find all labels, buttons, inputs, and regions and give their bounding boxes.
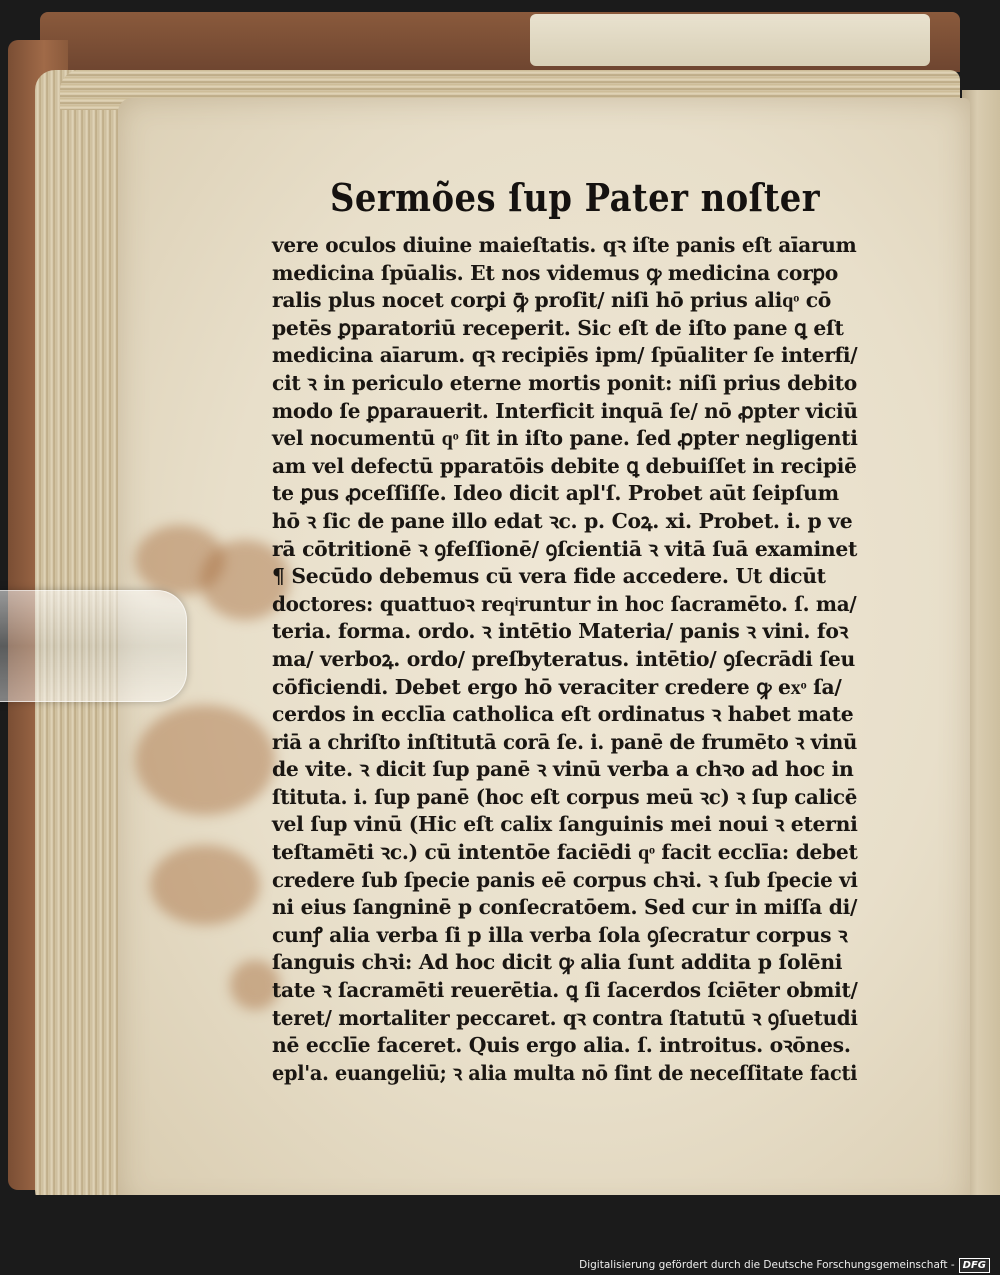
text-line: doctores: quattuoꝛ reqͥruntur in hoc ſacramēto. ſ. ma/ [272, 591, 857, 616]
running-head: Sermões ſup Pater noſter [330, 175, 821, 220]
text-line: nē ecclīe faceret. Quis ergo alia. ſ. introitus. oꝛōnes. [272, 1033, 851, 1058]
text-line: epl'a. euangeliū; ꝛ alia multa nō ſint de neceſſitate facti [272, 1060, 858, 1085]
text-line: hō ꝛ ſic de pane illo edat ꝛc. p. Coꝝ. xi. Probet. i. p ve [272, 508, 853, 533]
water-stain [150, 845, 260, 925]
text-line: cit ꝛ in periculo eterne mortis ponit: niſi prius debito [272, 370, 857, 395]
text-line: te ꝑus ꝓceſſiſſe. Ideo dicit apl'ſ. Probet aūt ſeipſum [272, 481, 839, 506]
text-line: rā cōtritionē ꝛ ꝯfeſſionē/ ꝯſcientiā ꝛ vitā ſuā examinet [272, 536, 858, 561]
water-stain [135, 705, 275, 815]
text-line: petēs ꝑparatoriū receperit. Sic eſt de iſto pane ꝗ eſt [272, 315, 844, 340]
text-line: cerdos in ecclīa catholica eſt ordinatus ꝛ habet mate [272, 702, 854, 727]
text-line: vel nocumentū qͦ ſit in iſto pane. ſed ꝓpter negligenti [272, 426, 858, 451]
text-line: medicina ſpūalis. Et nos videmus ꝙ medicina corꝑo [272, 260, 838, 285]
text-line: am vel defectū pparatōis debite ꝗ debuiſſet in recipiē [272, 453, 857, 478]
text-line: cōficiendi. Debet ergo hō veraciter credere ꝙ exͦ ſa/ [272, 674, 842, 699]
text-line: cunꝭ alia verba ſi p illa verba ſola ꝯſecratur corpus ꝛ [272, 922, 848, 947]
footer-credit-text: Digitalisierung gefördert durch die Deutsche Forschungsgemeinschaft - [579, 1259, 955, 1271]
text-line: ¶ Secūdo debemus cū vera fide accedere. Ut dicūt [272, 564, 826, 589]
text-line: credere ſub ſpecie panis eē corpus chꝛi. ꝛ ſub ſpecie vi [272, 867, 858, 892]
text-line: vel ſup vinū (Hic eſt calix ſanguinis mei noui ꝛ eterni [272, 812, 858, 837]
text-block [272, 232, 862, 1087]
glass-page-holder [0, 590, 187, 702]
text-line: ſtituta. i. ſup panē (hoc eſt corpus meū ꝛc) ꝛ ſup calicē [272, 784, 858, 809]
text-line: de vite. ꝛ dicit ſup panē ꝛ vinū verba a chꝛo ad hoc in [272, 757, 854, 782]
text-line: riā a chriſto inſtitutā corā ſe. i. panē de frumēto ꝛ vinū [272, 729, 858, 754]
text-line: teret/ mortaliter peccaret. qꝛ contra ſtatutū ꝛ ꝯſuetudi [272, 1005, 858, 1030]
text-line: ni eius ſangninē p conſecratōem. Sed cur in miſſa di/ [272, 895, 858, 920]
text-line: modo ſe ꝑparauerit. Interficit inquā ſe/ nō ꝓpter viciū [272, 398, 858, 423]
text-line: teſtamēti ꝛc.) cū intentōe faciēdi qͦ facit ecclīa: debet [272, 840, 858, 865]
text-line: ſanguis chꝛi: Ad hoc dicit ꝙ alia ſunt addita p ſolēni [272, 950, 843, 975]
text-line: tate ꝛ ſacramēti reuerētia. ꝗ ſi ſacerdos ſciēter obmit/ [272, 978, 858, 1003]
dfg-logo[interactable]: DFG [959, 1258, 990, 1273]
text-line: medicina aīarum. qꝛ recipiēs ipm/ ſpūaliter ſe interfi/ [272, 343, 858, 368]
text-line: vere oculos diuine maieſtatis. qꝛ iſte panis eſt aīarum [272, 233, 857, 257]
text-line: ralis plus nocet corꝑi ꝙ̄ proſit/ niſi hō prius aliqͦ cō [272, 288, 832, 313]
text-line: teria. forma. ordo. ꝛ intētio Materia/ panis ꝛ vini. foꝛ [272, 619, 848, 644]
digitization-footer [579, 1257, 990, 1273]
cover-top-paper [530, 14, 930, 66]
text-line: ma/ verboꝝ. ordo/ preſbyteratus. intētio/ ꝯſecrādi ſeu [272, 646, 855, 671]
